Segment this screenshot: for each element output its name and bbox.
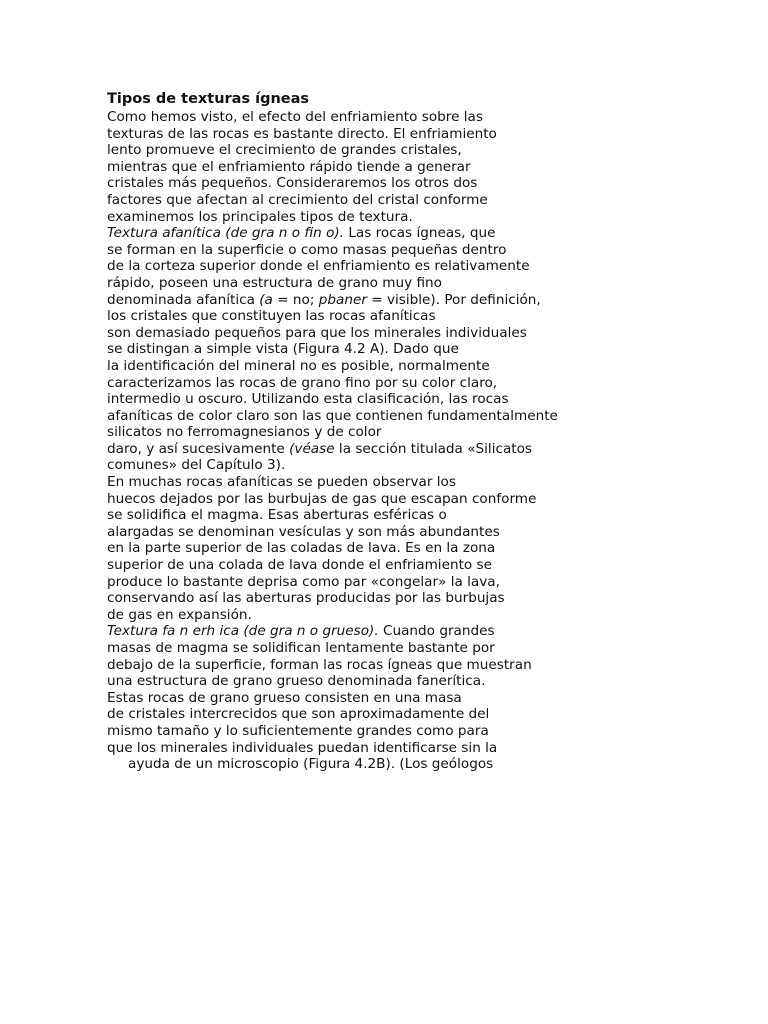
text-line: [107, 308, 747, 325]
text-run: la identificación del mineral no es posible, normalmente: [107, 357, 490, 374]
text-run: debajo de la superficie, forman las rocas ígneas que muestran: [107, 656, 532, 673]
text-line: [107, 358, 747, 375]
text-run: mientras que el enfriamiento rápido tiende a generar: [107, 158, 471, 175]
italic-run: Textura afanítica (de gra n o fin o).: [107, 225, 345, 242]
text-run: cristales más pequeños. Consideraremos los otros dos: [107, 175, 478, 192]
text-line: [107, 292, 747, 309]
text-line: [107, 142, 747, 159]
text-line: [107, 491, 747, 508]
text-run: masas de magma se solidifican lentamente bastante por: [107, 640, 495, 656]
text-run: Estas rocas de grano grueso consisten en una masa: [107, 689, 462, 706]
text-line: [107, 690, 747, 707]
text-run: texturas de las rocas es bastante directo. El enfriamiento: [107, 125, 497, 142]
italic-run: (a: [259, 291, 273, 308]
section-heading: Tipos de texturas ígneas: [107, 91, 310, 107]
text-run: de la corteza superior donde el enfriamiento es relativamente: [107, 258, 530, 275]
text-line: [107, 673, 747, 690]
text-run: produce lo bastante deprisa como par «congelar» la lava,: [107, 573, 500, 590]
text-line: [107, 225, 747, 242]
text-line: [107, 341, 747, 358]
text-line: [107, 325, 747, 342]
text-run: se forman en la superficie o como masas pequeñas dentro: [107, 241, 507, 258]
text-line: [107, 723, 747, 740]
text-run: = visible). Por definición,: [366, 291, 541, 308]
text-run: Como hemos visto, el efecto del enfriamiento sobre las: [107, 109, 483, 125]
text-line: [107, 375, 747, 392]
text-line: [107, 159, 747, 176]
text-line: [107, 524, 747, 541]
text-run: silicatos no ferromagnesianos y de color: [107, 424, 382, 441]
text-run: se distingan a simple vista (Figura 4.2 A). Dado que: [107, 341, 459, 358]
text-line: [107, 457, 747, 474]
text-line: [107, 657, 747, 674]
text-run: Las rocas ígneas, que: [344, 225, 496, 242]
text-line: [107, 640, 747, 657]
text-run: alargadas se denominan vesículas y son más abundantes: [107, 523, 500, 540]
text-line: [107, 391, 747, 408]
text-run: en la parte superior de las coladas de lava. Es en la zona: [107, 540, 496, 557]
text-line: [107, 192, 747, 209]
text-line: [107, 275, 747, 292]
text-run: son demasiado pequeños para que los minerales individuales: [107, 324, 527, 341]
text-line: [107, 574, 747, 591]
text-line: [107, 109, 747, 126]
text-run: rápido, poseen una estructura de grano muy fino: [107, 274, 442, 291]
text-run: de cristales intercrecidos que son aproximadamente del: [107, 706, 490, 723]
text-line: [107, 424, 747, 441]
text-line: [107, 557, 747, 574]
text-line: [107, 175, 747, 192]
text-run: huecos dejados por las burbujas de gas que escapan conforme: [107, 490, 537, 507]
document-page: [107, 90, 747, 773]
text-run: En muchas rocas afaníticas se pueden observar los: [107, 474, 456, 491]
text-run: daro, y así sucesivamente: [107, 440, 290, 457]
text-run: que los minerales individuales puedan identificarse sin la: [107, 739, 498, 756]
text-run: una estructura de grano grueso denominada fanerítica.: [107, 673, 486, 690]
text-line: [107, 441, 747, 458]
text-run: denominada afanítica: [107, 291, 260, 308]
text-run: ayuda de un microscopio (Figura 4.2B). (Los geólogos: [128, 756, 494, 773]
text-run: se solidifica el magma. Esas aberturas esféricas o: [107, 507, 447, 524]
text-line: [107, 507, 747, 524]
text-run: afaníticas de color claro son las que contienen fundamentalmente: [107, 407, 558, 424]
italic-run: Textura fa n erh ica (de gra n o grueso).: [107, 623, 379, 640]
text-line: [107, 474, 747, 491]
text-run: de gas en expansión.: [107, 606, 252, 623]
text-line: [107, 590, 747, 607]
text-run: conservando así las aberturas producidas por las burbujas: [107, 590, 505, 607]
italic-run: pbaner: [318, 291, 367, 308]
text-run: los cristales que constituyen las rocas afaníticas: [107, 308, 436, 325]
text-run: comunes» del Capítulo 3).: [107, 457, 286, 474]
italic-run: (véase: [289, 440, 335, 457]
text-line: [107, 408, 747, 425]
text-run: mismo tamaño y lo suficientemente grandes como para: [107, 722, 489, 739]
body-text: [107, 109, 747, 773]
text-line: [107, 540, 747, 557]
text-run: Cuando grandes: [378, 623, 495, 640]
text-run: intermedio u oscuro. Utilizando esta clasificación, las rocas: [107, 391, 509, 408]
text-line: [107, 126, 747, 143]
text-line: [107, 242, 747, 259]
text-run: caracterizamos las rocas de grano fino por su color claro,: [107, 374, 498, 391]
text-run: factores que afectan al crecimiento del cristal conforme: [107, 191, 488, 208]
text-run: = no;: [272, 291, 319, 308]
text-line: [107, 258, 747, 275]
text-run: la sección titulada «Silicatos: [334, 440, 533, 457]
text-run: lento promueve el crecimiento de grandes cristales,: [107, 142, 462, 159]
text-line: [107, 623, 747, 640]
text-run: superior de una colada de lava donde el enfriamiento se: [107, 557, 492, 574]
text-line: [107, 756, 747, 773]
text-run: examinemos los principales tipos de textura.: [107, 208, 413, 225]
text-line: [107, 209, 747, 226]
text-line: [107, 740, 747, 757]
text-line: [107, 706, 747, 723]
text-line: [107, 607, 747, 624]
